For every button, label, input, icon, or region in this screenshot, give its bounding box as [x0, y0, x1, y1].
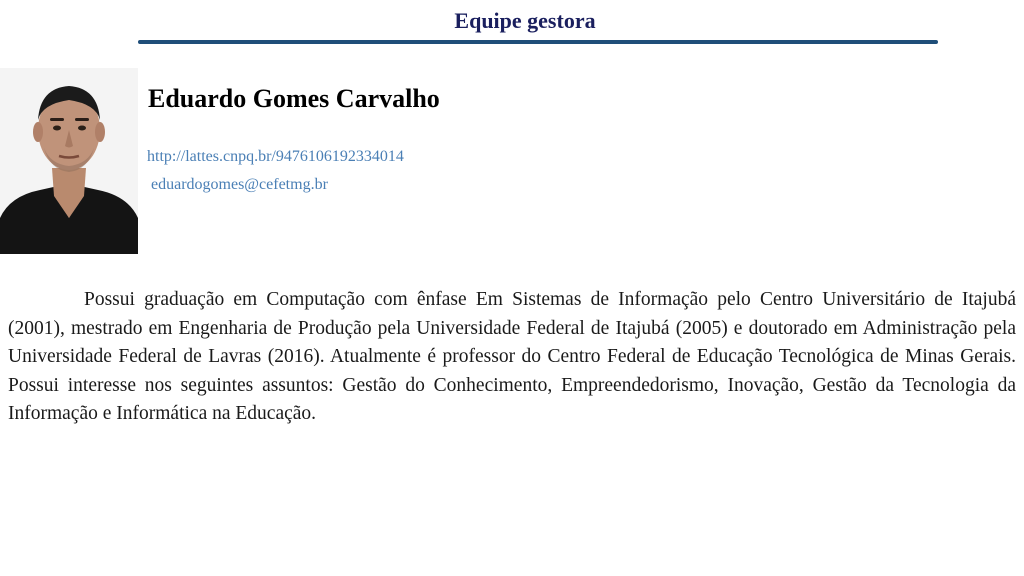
- lattes-link[interactable]: http://lattes.cnpq.br/9476106192334014: [147, 148, 404, 165]
- profile-photo: [0, 68, 138, 254]
- person-name: Eduardo Gomes Carvalho: [148, 84, 440, 113]
- person-portrait-icon: [0, 68, 138, 254]
- email-link[interactable]: eduardogomes@cefetmg.br: [151, 176, 328, 193]
- biography-paragraph: Possui graduação em Computação com ênfase Em Sistemas de Informação pelo Centro Universitário de Itajubá (2001), mestrado em Engenharia de Produção pela Universidade Federal de Itajubá (2005) e doutorado em Administração pela Universidade Federal de Lavras (2016). Atualmente é professor do Centro Federal de Educação Tecnológica de Minas Gerais. Possui interesse nos seguintes assuntos: Gestão do Conhecimento, Empreendedorismo, Inovação, Gestão da Tecnologia da Informação e Informática na Educação.: [8, 289, 1016, 424]
- page-title: Equipe gestora: [454, 8, 596, 33]
- title-underline: [138, 40, 938, 44]
